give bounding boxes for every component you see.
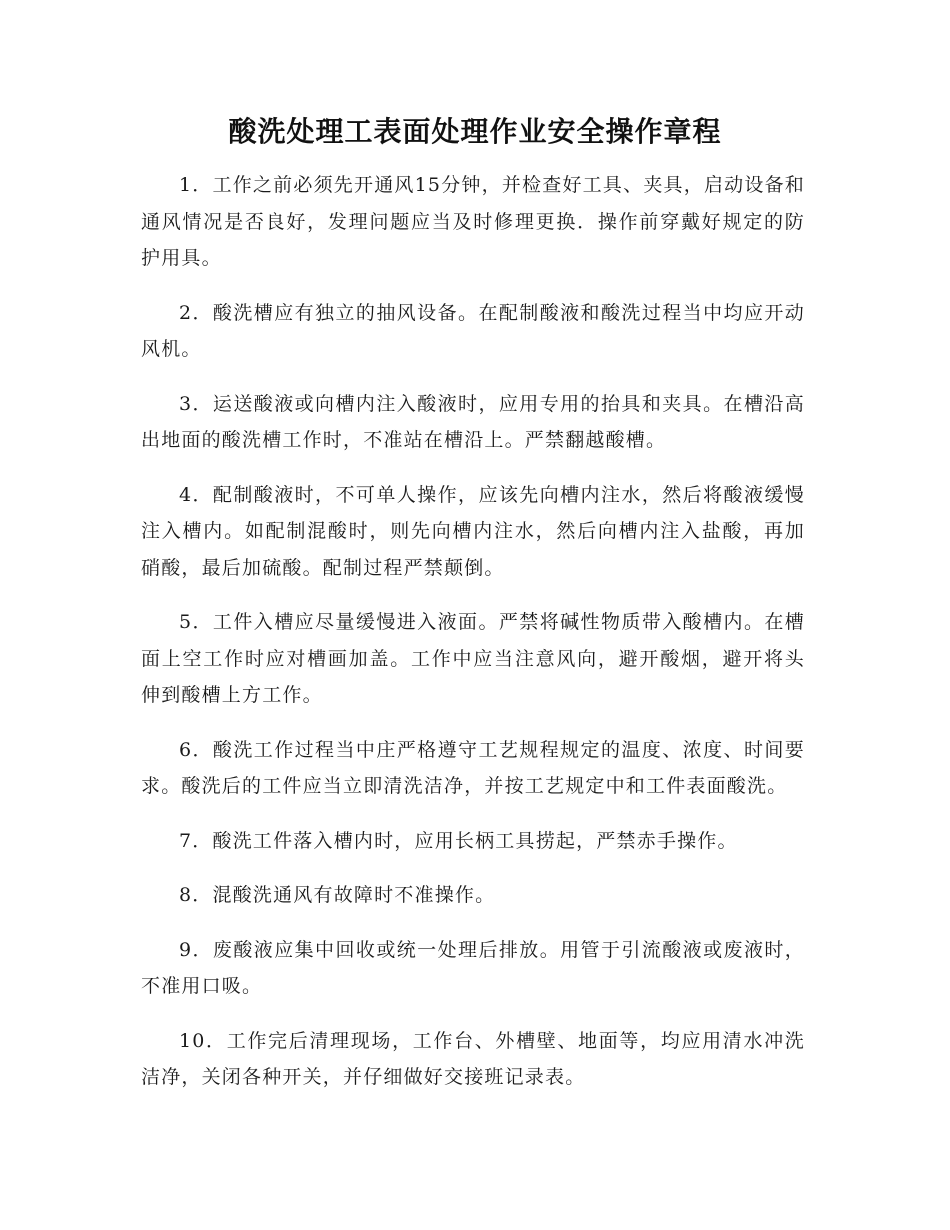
paragraph-8: 8．混酸洗通风有故障时不准操作。 <box>179 884 496 906</box>
paragraph-5: 5．工件入槽应尽量缓慢进入液面。严禁将碱性物质带入酸槽内。在槽面上空工作时应对槽画加盖。工作中应当注意风向，避开酸烟，避开将头伸到酸槽上方工作。 <box>141 611 805 706</box>
paragraph-9: 9．废酸液应集中回收或统一处理后排放。用管于引流酸液或废液时，不准用口吸。 <box>141 938 805 997</box>
paragraph-4: 4．配制酸液时，不可单人操作，应该先向槽内注水，然后将酸液缓慢注入槽内。如配制混酸时，则先向槽内注水，然后向槽内注入盐酸，再加硝酸，最后加硫酸。配制过程严禁颠倒。 <box>141 483 805 579</box>
paragraph-10: 10．工作完后清理现场，工作台、外槽壁、地面等，均应用清水冲洗洁净，关闭各种开关，并仔细做好交接班记录表。 <box>141 1029 805 1088</box>
paragraph-3: 3．运送酸液或向槽内注入酸液时，应用专用的抬具和夹具。在槽沿高出地面的酸洗槽工作时，不准站在槽沿上。严禁翻越酸槽。 <box>141 392 805 451</box>
paragraph-2: 2．酸洗槽应有独立的抽风设备。在配制酸液和酸洗过程当中均应开动风机。 <box>141 301 805 360</box>
paragraph-7: 7．酸洗工件落入槽内时，应用长柄工具捞起，严禁赤手操作。 <box>179 829 738 852</box>
paragraph-1: 1．工作之前必须先开通风15分钟，并检查好工具、夹具，启动设备和通风情况是否良好，发理问题应当及时修理更换．操作前穿戴好规定的防护用具。 <box>141 174 805 269</box>
document-title: 酸洗处理工表面处理作业安全操作章程 <box>228 115 722 148</box>
paragraph-6: 6．酸洗工作过程当中庄严格遵守工艺规程规定的温度、浓度、时间要求。酸洗后的工件应当立即清洗洁净，并按工艺规定中和工件表面酸洗。 <box>141 738 805 797</box>
document-body <box>141 167 805 1114</box>
